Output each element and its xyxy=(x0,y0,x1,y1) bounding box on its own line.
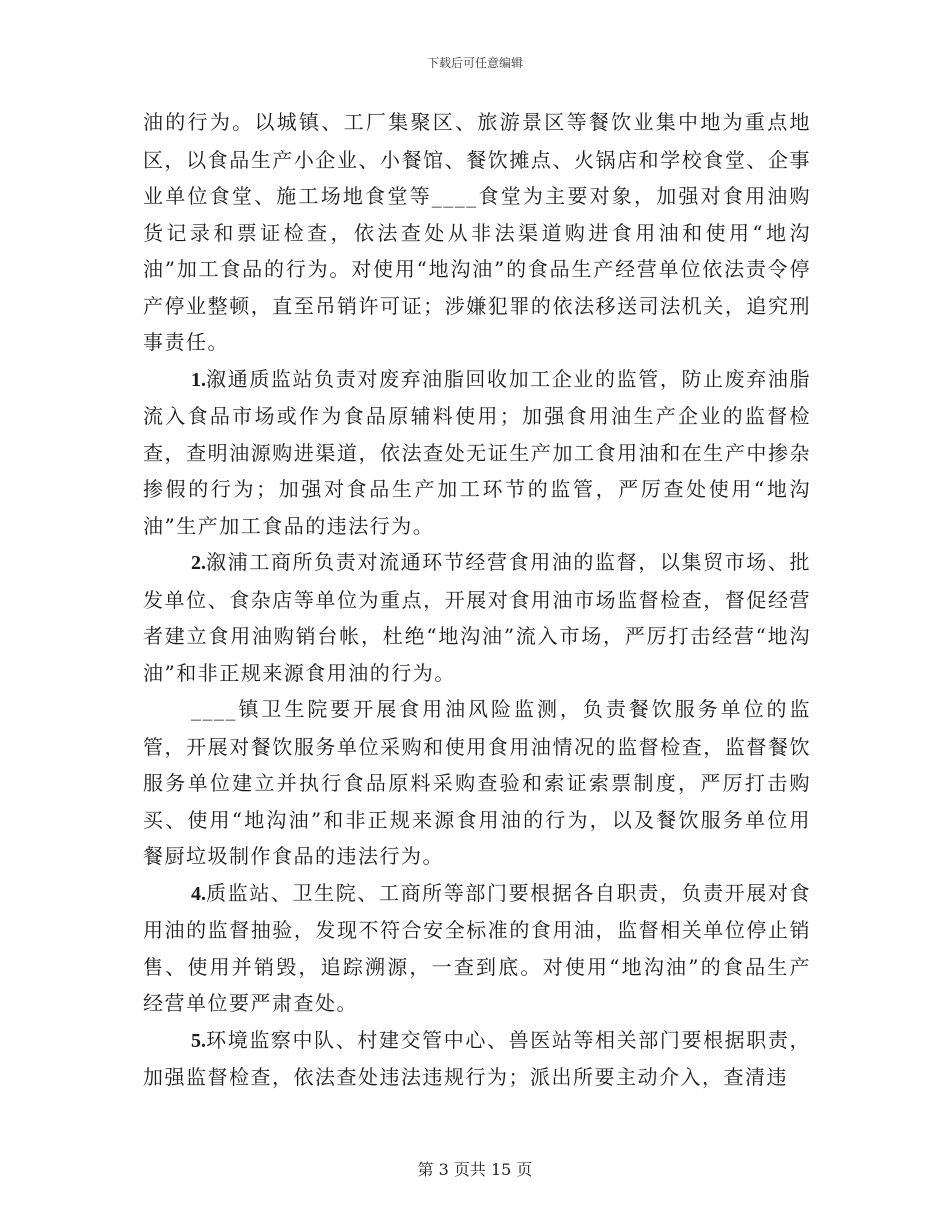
paragraph-text: 溆浦工商所负责对流通环节经营食用油的监督，以集贸市场、批发单位、食杂店等单位为重点，开展对食用油市场监督检查，督促经营者建立食用油购销台帐，杜绝“地沟油”流入市场，严厉打击经营“地沟油”和非正规来源食用油的行为。 xyxy=(143,550,811,685)
paragraph-text: ____镇卫生院要开展食用油风险监测，负责餐饮服务单位的监管，开展对餐饮服务单位采购和使用食用油情况的监督检查，监督餐饮服务单位建立并执行食品原料采购查验和索证索票制度，严厉打击购买、使用“地沟油”和非正规来源食用油的行为，以及餐饮服务单位用餐厨垃圾制作食品的违法行为。 xyxy=(143,697,811,868)
paragraph-text: 质监站、卫生院、工商所等部门要根据各自职责，负责开展对食用油的监督抽验，发现不符合安全标准的食用油，监督相关单位停止销售、使用并销毁，追踪溯源，一查到底。对使用“地沟油”的食品生产经营单位要严肃查处。 xyxy=(143,880,811,1015)
paragraph-item-1 xyxy=(143,361,811,545)
paragraph-number: 5. xyxy=(191,1029,206,1052)
paragraph-item-2 xyxy=(143,544,811,691)
paragraph-text: 溆通质监站负责对废弃油脂回收加工企业的监管，防止废弃油脂流入食品市场或作为食品原辅料使用；加强食用油生产企业的监督检查，查明油源购进渠道，依法查处无证生产加工食用油和在生产中掺杂掺假的行为；加强对食品生产加工环节的监管，严厉查处使用“地沟油”生产加工食品的违法行为。 xyxy=(143,366,811,538)
paragraph-item-3 xyxy=(143,691,811,875)
document-body xyxy=(143,104,811,1096)
paragraph-item-4 xyxy=(143,875,811,1022)
paragraph-item-5 xyxy=(143,1022,811,1096)
header-note: 下载后可任意编辑 xyxy=(426,56,523,70)
paragraph-number: 4. xyxy=(191,882,206,905)
page-number-footer: 第 3 页共 15 页 xyxy=(417,1160,533,1179)
paragraph-number: 1. xyxy=(191,368,206,391)
paragraph-text: 油的行为。以城镇、工厂集聚区、旅游景区等餐饮业集中地为重点地区，以食品生产小企业、小餐馆、餐饮摊点、火锅店和学校食堂、企事业单位食堂、施工场地食堂等____食堂为主要对象，加强对食用油购货记录和票证检查，依法查处从非法渠道购进食用油和使用“地沟油”加工食品的行为。对使用“地沟油”的食品生产经营单位依法责令停产停业整顿，直至吊销许可证；涉嫌犯罪的依法移送司法机关，追究刑事责任。 xyxy=(143,110,811,354)
paragraph-continuation xyxy=(143,104,811,361)
paragraph-number: 2. xyxy=(191,552,206,574)
paragraph-text: 环境监察中队、村建交管中心、兽医站等相关部门要根据职责，加强监督检查，依法查处违法违规行为；派出所要主动介入，查清违 xyxy=(143,1027,811,1089)
